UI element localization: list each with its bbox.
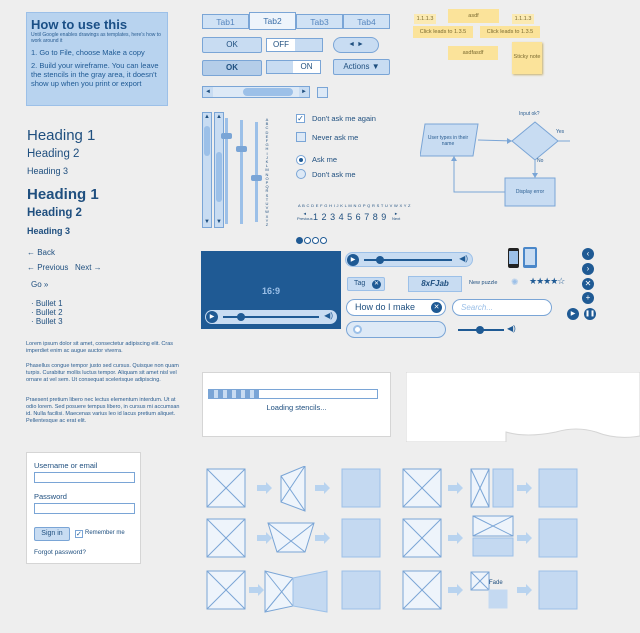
add-circle-icon[interactable]: + <box>582 292 594 304</box>
sticky-click-2: Click leads to 1.3.5 <box>480 26 540 38</box>
flowchart <box>420 108 570 212</box>
page-1[interactable]: 1 <box>313 212 319 222</box>
ask-me-label: Ask me <box>312 155 338 164</box>
checkbox-unchecked[interactable] <box>296 132 306 142</box>
video-player[interactable] <box>201 251 341 329</box>
play-circle-icon[interactable]: ▶ <box>567 308 579 320</box>
fade-label: Fade <box>489 580 503 586</box>
tab-1[interactable]: Tab1 <box>202 14 249 29</box>
tab-3[interactable]: Tab3 <box>296 14 343 29</box>
sticky-note: Sticky note <box>512 42 542 74</box>
tab-4[interactable]: Tab4 <box>343 14 390 29</box>
page-3[interactable]: 3 <box>330 212 336 222</box>
tablet-icon <box>523 247 537 268</box>
sticky-click-1: Click leads to 1.3.5 <box>413 26 473 38</box>
progress-bar <box>208 389 378 399</box>
page-7[interactable]: 7 <box>364 212 370 222</box>
tag-remove-icon[interactable]: ✕ <box>373 281 380 287</box>
on-label: ON <box>300 62 313 71</box>
tag-chip[interactable] <box>347 277 385 291</box>
slider-thumb-3[interactable] <box>251 175 262 181</box>
captcha-box: 8xFJab <box>408 276 462 292</box>
loading-text: Loading stencils... <box>266 403 327 412</box>
transition-diagrams <box>205 466 581 614</box>
username-field[interactable] <box>34 472 135 483</box>
video-controls[interactable] <box>205 310 337 324</box>
password-field[interactable] <box>34 503 135 514</box>
forgot-password-link[interactable]: Forgot password? <box>34 549 87 556</box>
remember-checkbox[interactable]: ✓ <box>76 531 82 538</box>
vertical-scrollbar-1[interactable]: ▲ ▼ <box>202 112 212 228</box>
how-to-step2: 2. Build your wireframe. You can leave the stencils in the gray area, it doesn't show up when you print or export <box>31 61 159 88</box>
on-toggle[interactable] <box>266 60 321 74</box>
lorem-p2: Phasellus congue tempor justo sed cursus. Quisque non quam turpis. Curabitur mollis luctus tempor. Aliquam sit amet nisl vel ornare at vel sem. Ut consequat scelerisque adipiscing. <box>26 363 179 383</box>
remember-label: Remember me <box>85 530 125 536</box>
radio-selected[interactable] <box>296 155 306 165</box>
login-form <box>26 452 141 564</box>
audio-play-icon[interactable]: ▶ <box>347 254 359 266</box>
page-8[interactable]: 8 <box>372 212 378 222</box>
sticky-num-1: 1.1.1.3 <box>414 14 436 24</box>
sticky-asdfasdf: asdfasdf <box>448 46 498 60</box>
ok-bold-button[interactable]: OK <box>202 60 262 76</box>
flow-yes: Yes <box>556 129 565 135</box>
alphabet-index[interactable]: A B C D E F G H I J K L M N O P Q R S T U V W X Y Z <box>298 203 411 208</box>
bullet-2: · Bullet 2 <box>31 308 63 317</box>
lorem-p1: Lorem ipsum dolor sit amet, consectetur adipiscing elit. Cras imperdiet enim ac augue auctor viverra. <box>26 341 174 354</box>
volume-slider-thumb[interactable] <box>476 326 484 334</box>
volume-icon: ◀) <box>507 324 516 333</box>
search-input-filled[interactable] <box>346 299 446 316</box>
video-volume-icon[interactable]: ◀) <box>324 311 333 320</box>
tab-2[interactable]: Tab2 <box>249 12 296 30</box>
how-to-step1: 1. Go to File, choose Make a copy <box>31 48 145 57</box>
loading-spinner-icon: ✺ <box>511 277 519 287</box>
pagination-next[interactable]: ► Next <box>392 211 401 221</box>
page-6[interactable]: 6 <box>355 212 361 222</box>
checkbox-checked[interactable]: ✓ <box>297 114 304 123</box>
pagination-previous[interactable]: ◄ Previous <box>297 211 313 221</box>
star-rating[interactable]: ★★★★☆ <box>529 276 565 286</box>
search-input-icon[interactable] <box>346 321 446 338</box>
spinner-arrows[interactable]: ◄ ► <box>333 37 379 53</box>
horizontal-scrollbar[interactable]: ◄ ► <box>202 86 310 98</box>
page-2[interactable]: 2 <box>321 212 327 222</box>
password-label: Password <box>34 492 67 501</box>
flow-display-error: Display error <box>515 189 545 195</box>
carousel-dots[interactable] <box>296 237 327 244</box>
back-circle-icon[interactable]: ‹ <box>582 248 594 260</box>
username-label: Username or email <box>34 461 98 470</box>
ok-button[interactable]: OK <box>202 37 262 53</box>
next-link[interactable]: Next → <box>75 263 102 272</box>
pause-circle-icon[interactable]: ❚❚ <box>584 308 596 320</box>
heading-2: Heading 2 <box>27 148 80 160</box>
radio-unselected[interactable] <box>296 169 306 179</box>
actions-dropdown[interactable]: Actions ▼ <box>333 59 390 75</box>
forward-circle-icon[interactable]: › <box>582 263 594 275</box>
torn-paper-card <box>406 372 640 442</box>
how-to-box <box>26 12 168 106</box>
pagination-pages[interactable] <box>313 212 386 222</box>
magnifier-icon <box>353 325 362 334</box>
next-label: Next <box>392 216 401 221</box>
never-ask-label: Never ask me <box>312 133 359 142</box>
video-play-icon[interactable]: ▶ <box>206 311 218 323</box>
heading-1-bold: Heading 1 <box>27 186 99 203</box>
new-puzzle-link[interactable]: New puzzle <box>469 280 498 286</box>
video-ratio: 16:9 <box>261 286 280 296</box>
close-circle-icon[interactable]: ✕ <box>582 278 594 290</box>
bullet-3: · Bullet 3 <box>31 317 63 326</box>
phone-icon <box>508 248 519 268</box>
how-to-title: How to use this <box>31 17 128 32</box>
search-input-empty[interactable]: Search... <box>452 299 552 316</box>
heading-3-bold: Heading 3 <box>27 226 71 236</box>
vertical-scrollbar-2[interactable]: ▲ ▼ <box>214 112 224 228</box>
search-value: How do I make <box>355 302 416 312</box>
how-to-subtitle: Until Google enables drawings as templates, here's how to work around it <box>31 32 161 44</box>
off-toggle[interactable] <box>266 38 323 52</box>
resize-grip-icon[interactable] <box>317 87 328 98</box>
slider-thumb-2[interactable] <box>236 146 247 152</box>
bullet-1: · Bullet 1 <box>31 299 63 308</box>
go-link[interactable]: Go » <box>31 280 49 289</box>
tag-label: Tag <box>354 280 366 287</box>
heading-2-bold: Heading 2 <box>27 207 82 219</box>
dont-ask-again-label: Don't ask me again <box>312 114 376 123</box>
page-4[interactable]: 4 <box>338 212 344 222</box>
flow-input-ok: Input ok? <box>519 111 540 117</box>
slider-thumb-1[interactable] <box>221 133 232 139</box>
lorem-p3: Praesent pretium libero nec lectus elementum interdum. Ut at odio lorem. Sed posuere tempus libero, in cursus mi accumsan id. Nulla facilisi. Maecenas varius leo id lacus pretium aliquet. Pellentesque ac erat elit. <box>26 397 180 424</box>
heading-1: Heading 1 <box>27 127 96 144</box>
audio-volume-icon[interactable]: ◀) <box>459 254 468 263</box>
flow-user-types: User types in their name <box>427 135 469 147</box>
heading-3: Heading 3 <box>27 166 69 176</box>
dont-ask-label: Don't ask me <box>312 170 356 179</box>
sign-in-button[interactable]: Sign in <box>34 527 70 541</box>
vertical-alphabet[interactable]: A B C D E F G H I J K L M N O P Q R S T U V W X Y Z <box>265 117 269 228</box>
sticky-num-2: 1.1.1.3 <box>512 14 534 24</box>
page-5[interactable]: 5 <box>347 212 353 222</box>
vertical-slider-2[interactable] <box>240 120 243 224</box>
loading-card <box>202 372 391 437</box>
off-label: OFF <box>273 40 289 49</box>
audio-player[interactable] <box>345 252 473 267</box>
previous-link[interactable]: ← Previous <box>27 263 69 272</box>
vertical-slider-3[interactable] <box>255 122 258 222</box>
page-9[interactable]: 9 <box>381 212 387 222</box>
flow-no: No <box>537 158 544 164</box>
clear-search-icon[interactable]: ✕ <box>431 302 442 313</box>
previous-label: Previous <box>297 216 313 221</box>
back-link[interactable]: ← Back <box>27 248 56 257</box>
sticky-asdf: asdf <box>448 9 499 23</box>
